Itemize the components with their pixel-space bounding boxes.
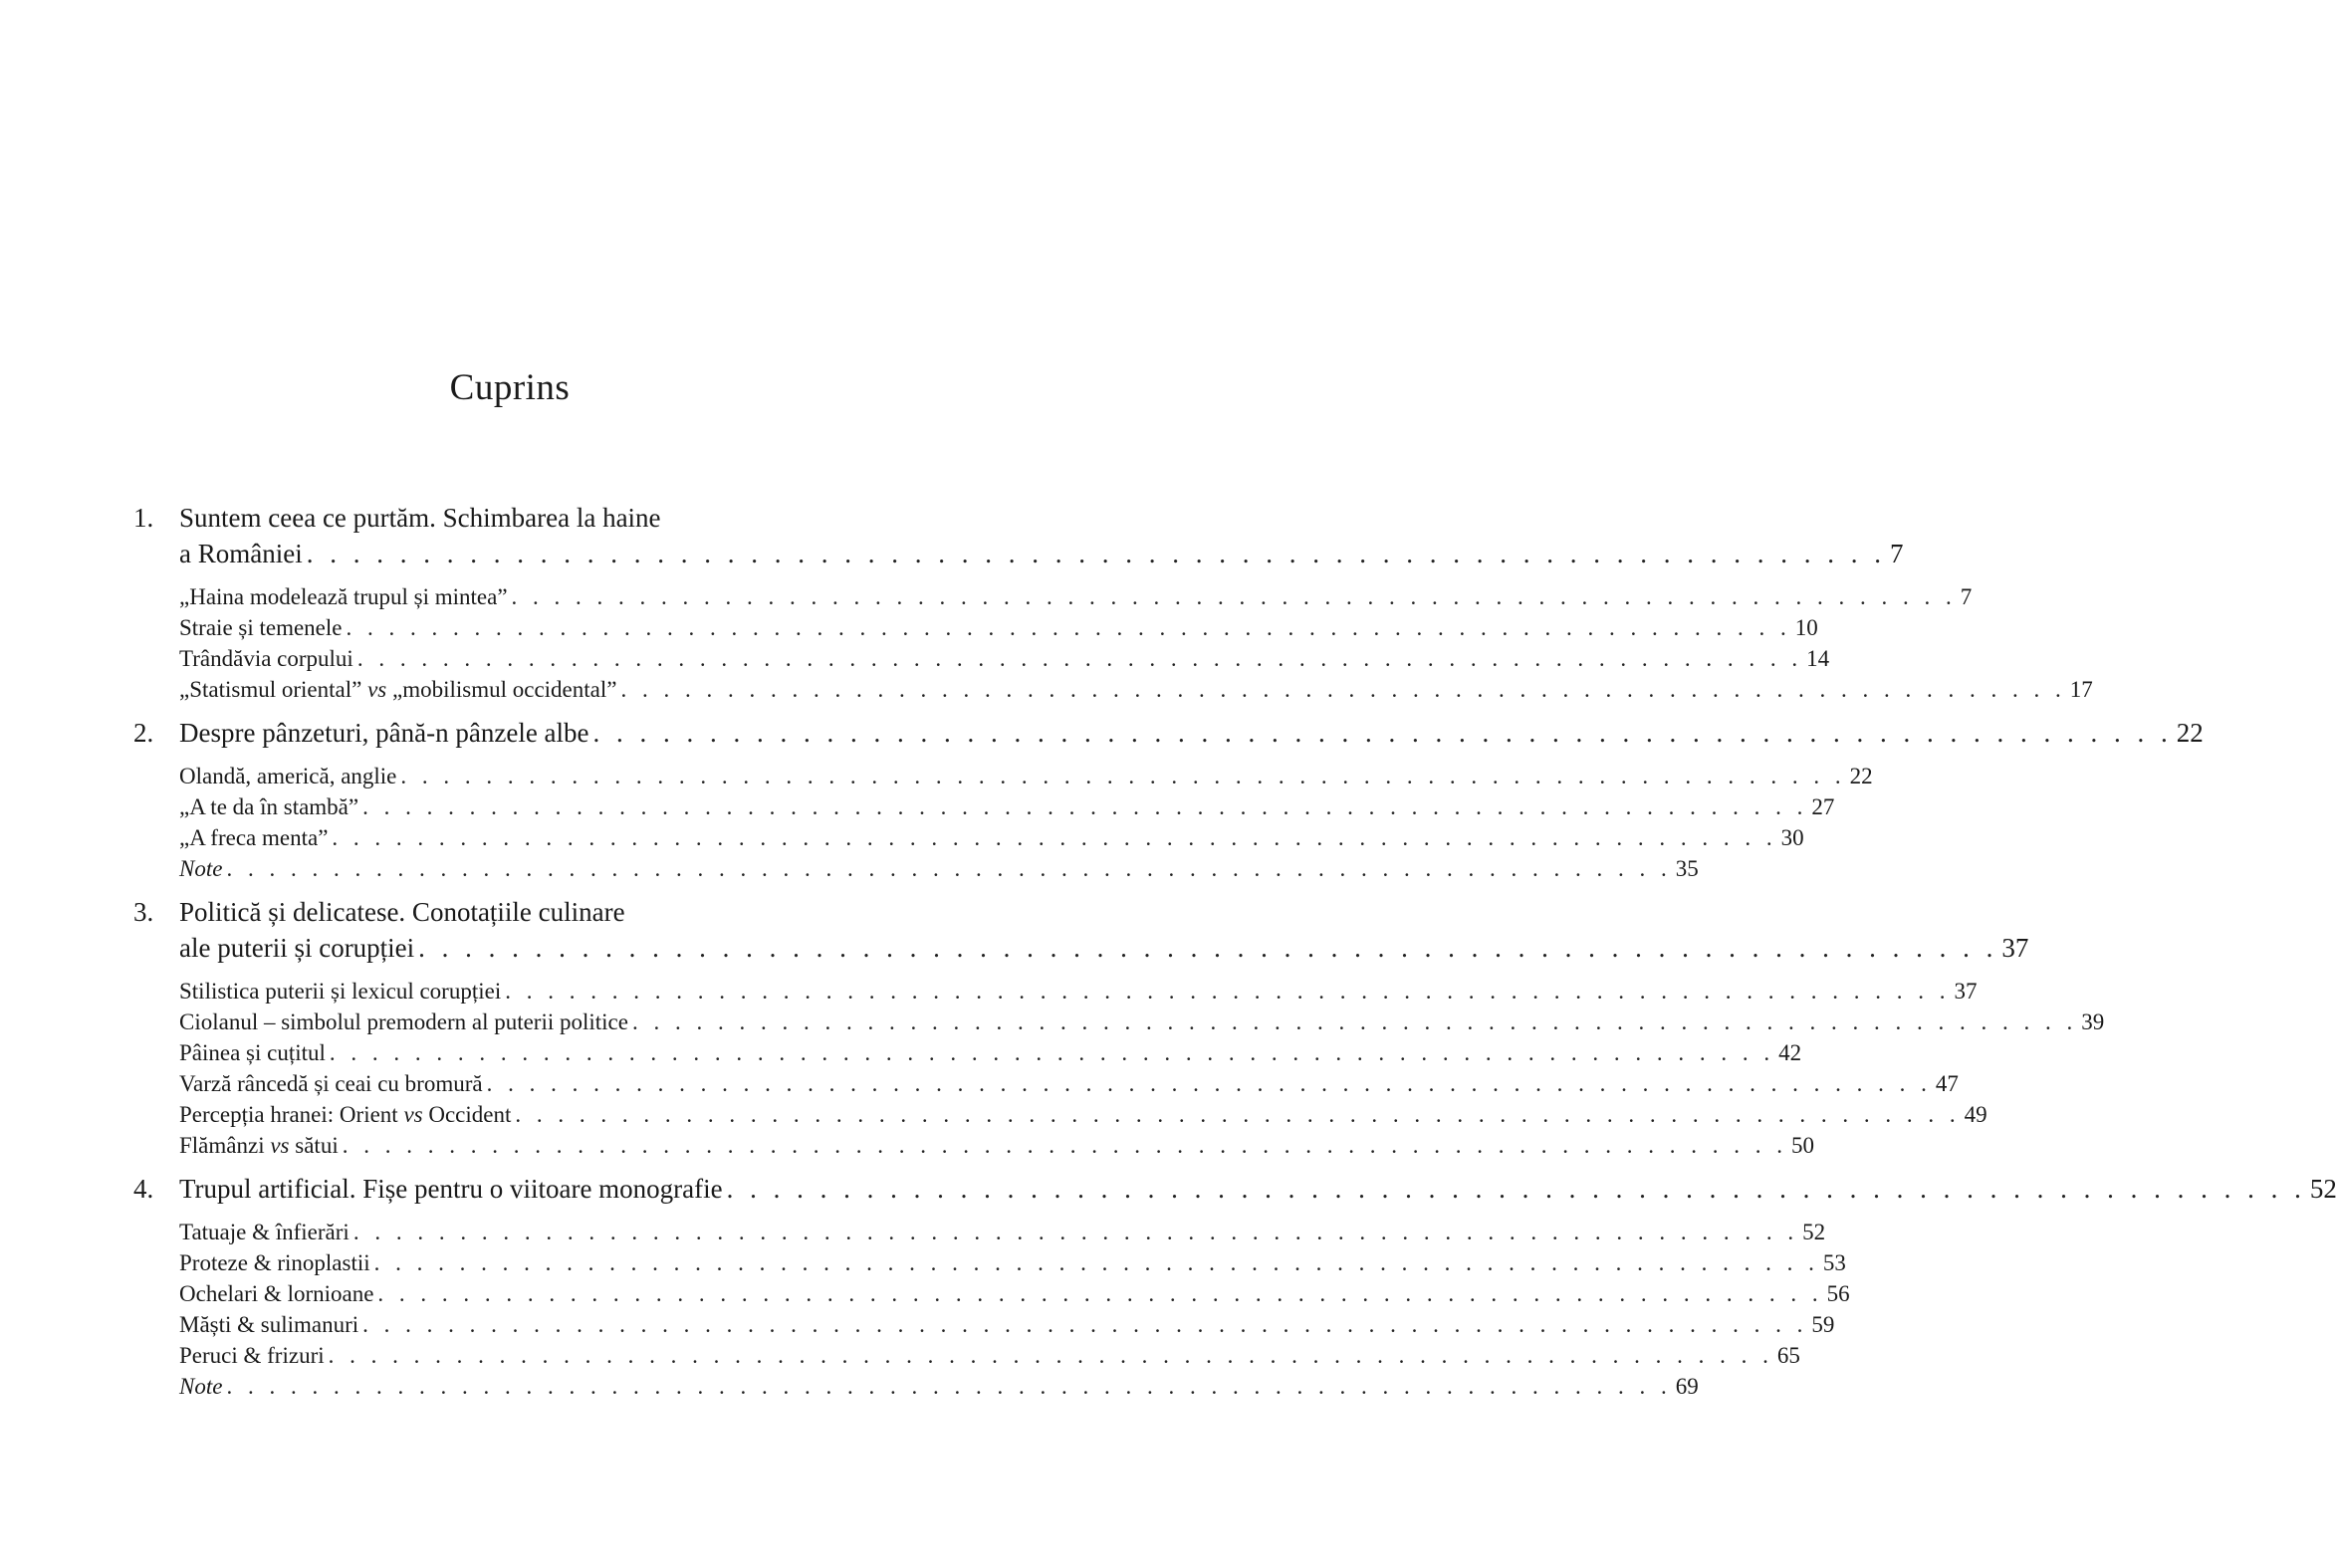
- chapter-title-line: Despre pânzeturi, până-n pânzele albe: [179, 718, 589, 748]
- page-number: 7: [1889, 539, 1904, 568]
- toc-entry[interactable]: [179, 761, 1873, 791]
- toc-entry[interactable]: [179, 1099, 1987, 1130]
- dot-leader: . . . . . . . . . . . . . . . . . . . . . . . . . . . . . . . . . . . . . . . . . . . . . . . . . . . . . . . . . . . . . . . . . . . .: [592, 718, 2173, 748]
- toc-entry[interactable]: [179, 822, 1804, 853]
- toc-entry[interactable]: [179, 612, 1818, 643]
- toc-entry[interactable]: [179, 853, 1699, 884]
- page-number: 22: [1849, 764, 1873, 788]
- page-number: 65: [1776, 1343, 1800, 1368]
- section-title: Note: [179, 856, 223, 881]
- dot-leader: . . . . . . . . . . . . . . . . . . . . . . . . . . . . . . . . . . . . . . . . . . . . . . . . . . . . . . . . . . . . . . . . . . . .: [373, 1250, 1819, 1275]
- page-number: 52: [2309, 1174, 2337, 1204]
- dot-leader: . . . . . . . . . . . . . . . . . . . . . . . . . . . . . . . . . . . . . . . . . . . . . . . . . . . . . . . . . . . . . . . . . . . .: [362, 1312, 1808, 1337]
- chapter-number: 4.: [133, 1174, 154, 1204]
- chapter-number: 3.: [133, 897, 154, 927]
- chapter-title-line: a României: [179, 539, 303, 568]
- dot-leader: . . . . . . . . . . . . . . . . . . . . . . . . . . . . . . . . . . . . . . . . . . . . . . . . . . . . . . . . . . . . . . . . . . . .: [631, 1009, 2078, 1034]
- page-number: 52: [1802, 1220, 1826, 1244]
- page-number: 14: [1806, 646, 1830, 671]
- dot-leader: . . . . . . . . . . . . . . . . . . . . . . . . . . . . . . . . . . . . . . . . . . . . . . . . . . . . . . . . . . . . . . . . . . . .: [486, 1071, 1932, 1096]
- section-title: „A te da în stambă”: [179, 794, 359, 819]
- page-number: 35: [1675, 856, 1699, 881]
- toc-entry[interactable]: [179, 1068, 1959, 1099]
- dot-leader: . . . . . . . . . . . . . . . . . . . . . . . . . . . . . . . . . . . . . . . . . . . . . . . . . . . . . . . . . . . . . . . . . . . .: [329, 1040, 1775, 1065]
- toc-entry[interactable]: [179, 715, 2204, 751]
- dot-leader: . . . . . . . . . . . . . . . . . . . . . . . . . . . . . . . . . . . . . . . . . . . . . . . . . . . . . . . . . . . . . . . . . . . .: [346, 615, 1791, 640]
- dot-leader: . . . . . . . . . . . . . . . . . . . . . . . . . . . . . . . . . . . . . . . . . . . . . . . . . . . . . . . . . . . . . . . . . . . .: [620, 677, 2066, 702]
- toc-entry[interactable]: [179, 1217, 1826, 1247]
- toc-entry[interactable]: [179, 1340, 1800, 1371]
- dot-leader: . . . . . . . . . . . . . . . . . . . . . . . . . . . . . . . . . . . . . . . . . . . . . . . . . . . . . . . . . . . . . . . . . . . .: [377, 1281, 1823, 1306]
- section-title: Stilistica puterii și lexicul corupției: [179, 979, 502, 1004]
- section-title: Proteze & rinoplastii: [179, 1250, 370, 1275]
- page-number: 7: [1960, 584, 1973, 609]
- dot-leader: . . . . . . . . . . . . . . . . . . . . . . . . . . . . . . . . . . . . . . . . . . . . . . . . . . . . . . . . . . . . . . . . . . . .: [342, 1133, 1787, 1158]
- section-title: Pâinea și cuțitul: [179, 1040, 326, 1065]
- page-number: 17: [2069, 677, 2093, 702]
- chapter-4: [133, 1171, 2337, 1207]
- table-of-contents: [133, 500, 2337, 1402]
- section-list: [179, 1217, 1850, 1402]
- toc-entry[interactable]: [179, 1309, 1835, 1340]
- toc-entry[interactable]: [179, 581, 1973, 612]
- section-list: [179, 581, 2093, 705]
- section-title: Percepția hranei: Orient vs Occident: [179, 1102, 512, 1127]
- dot-leader: . . . . . . . . . . . . . . . . . . . . . . . . . . . . . . . . . . . . . . . . . . . . . . . . . . . . . . . . . . . . . . . . . . . .: [418, 933, 1998, 963]
- dot-leader: . . . . . . . . . . . . . . . . . . . . . . . . . . . . . . . . . . . . . . . . . . . . . . . . . . . . . . . . . . . . . . . . . . . .: [515, 1102, 1961, 1127]
- section-title: „A freca menta”: [179, 825, 329, 850]
- chapter-title-line: Politică și delicatese. Conotațiile culinare: [179, 897, 625, 927]
- section-list: [179, 761, 1873, 884]
- section-title: Flămânzi vs sătui: [179, 1133, 339, 1158]
- section-title: Note: [179, 1374, 223, 1399]
- section-title: Varză râncedă și ceai cu bromură: [179, 1071, 483, 1096]
- section-title: Măști & sulimanuri: [179, 1312, 359, 1337]
- dot-leader: . . . . . . . . . . . . . . . . . . . . . . . . . . . . . . . . . . . . . . . . . . . . . . . . . . . . . . . . . . . . . . . . . . . .: [226, 1374, 1672, 1399]
- dot-leader: . . . . . . . . . . . . . . . . . . . . . . . . . . . . . . . . . . . . . . . . . . . . . . . . . . . . . . . . . . . . . . . . . . . .: [505, 979, 1951, 1004]
- chapter-number: 1.: [133, 503, 154, 533]
- dot-leader: . . . . . . . . . . . . . . . . . . . . . . . . . . . . . . . . . . . . . . . . . . . . . . . . . . . . . . . . . . . . . . . . . . . .: [726, 1174, 2306, 1204]
- page-number: 50: [1790, 1133, 1814, 1158]
- page-number: 30: [1780, 825, 1804, 850]
- dot-leader: . . . . . . . . . . . . . . . . . . . . . . . . . . . . . . . . . . . . . . . . . . . . . . . . . . . . . . . . . . . . . . . . . . . .: [356, 646, 1803, 671]
- page-number: 37: [2001, 933, 2029, 963]
- toc-entry[interactable]: [179, 1037, 1802, 1068]
- toc-entry[interactable]: [179, 1278, 1850, 1309]
- section-title: Trândăvia corpului: [179, 646, 353, 671]
- page-title: Cuprins: [449, 367, 571, 408]
- dot-leader: . . . . . . . . . . . . . . . . . . . . . . . . . . . . . . . . . . . . . . . . . . . . . . . . . . . . . . . . . . . . . . . . . . . .: [332, 825, 1777, 850]
- chapter-title-line: ale puterii și corupției: [179, 933, 415, 963]
- page-number: 10: [1794, 615, 1818, 640]
- toc-entry[interactable]: [179, 930, 2029, 966]
- toc-entry[interactable]: [179, 976, 1978, 1007]
- toc-entry[interactable]: [179, 1130, 1814, 1161]
- dot-leader: . . . . . . . . . . . . . . . . . . . . . . . . . . . . . . . . . . . . . . . . . . . . . . . . . . . . . . . . . . . . . . . . . . . .: [306, 539, 1886, 568]
- section-list: [179, 976, 2105, 1161]
- chapter-2: [133, 715, 2204, 751]
- page-number: 22: [2176, 718, 2204, 748]
- section-title: Peruci & frizuri: [179, 1343, 325, 1368]
- page-number: 37: [1954, 979, 1978, 1004]
- page-number: 47: [1935, 1071, 1959, 1096]
- toc-entry[interactable]: [179, 1247, 1846, 1278]
- section-title: „Haina modelează trupul și mintea”: [179, 584, 508, 609]
- toc-entry[interactable]: [179, 1007, 2105, 1037]
- chapter-3: [133, 894, 2029, 966]
- page-number: 49: [1964, 1102, 1987, 1127]
- section-title: „Statismul oriental” vs „mobilismul occidental”: [179, 677, 617, 702]
- page-number: 27: [1811, 794, 1835, 819]
- dot-leader: . . . . . . . . . . . . . . . . . . . . . . . . . . . . . . . . . . . . . . . . . . . . . . . . . . . . . . . . . . . . . . . . . . . .: [226, 856, 1672, 881]
- section-title: Ochelari & lornioane: [179, 1281, 374, 1306]
- section-title: Ciolanul – simbolul premodern al puterii politice: [179, 1009, 628, 1034]
- section-title: Olandă, americă, anglie: [179, 764, 397, 788]
- dot-leader: . . . . . . . . . . . . . . . . . . . . . . . . . . . . . . . . . . . . . . . . . . . . . . . . . . . . . . . . . . . . . . . . . . . .: [328, 1343, 1773, 1368]
- toc-entry[interactable]: [179, 643, 1830, 674]
- page-number: 69: [1675, 1374, 1699, 1399]
- page-number: 39: [2081, 1009, 2105, 1034]
- toc-entry[interactable]: [179, 1171, 2337, 1207]
- dot-leader: . . . . . . . . . . . . . . . . . . . . . . . . . . . . . . . . . . . . . . . . . . . . . . . . . . . . . . . . . . . . . . . . . . . .: [352, 1220, 1799, 1244]
- dot-leader: . . . . . . . . . . . . . . . . . . . . . . . . . . . . . . . . . . . . . . . . . . . . . . . . . . . . . . . . . . . . . . . . . . . .: [400, 764, 1846, 788]
- chapter-number: 2.: [133, 718, 154, 748]
- page-number: 56: [1826, 1281, 1850, 1306]
- page-number: 53: [1822, 1250, 1846, 1275]
- toc-entry[interactable]: [179, 1371, 1699, 1402]
- chapter-title-line: Suntem ceea ce purtăm. Schimbarea la haine: [179, 503, 661, 533]
- chapter-1: [133, 500, 1904, 571]
- toc-entry[interactable]: [179, 791, 1835, 822]
- dot-leader: . . . . . . . . . . . . . . . . . . . . . . . . . . . . . . . . . . . . . . . . . . . . . . . . . . . . . . . . . . . . . . . . . . . .: [511, 584, 1957, 609]
- page-number: 59: [1811, 1312, 1835, 1337]
- chapter-title-line: Trupul artificial. Fișe pentru o viitoare monografie: [179, 1174, 723, 1204]
- dot-leader: . . . . . . . . . . . . . . . . . . . . . . . . . . . . . . . . . . . . . . . . . . . . . . . . . . . . . . . . . . . . . . . . . . . .: [362, 794, 1808, 819]
- page-number: 42: [1778, 1040, 1802, 1065]
- toc-entry[interactable]: [179, 674, 2093, 705]
- toc-entry[interactable]: [179, 536, 1904, 571]
- section-title: Straie și temenele: [179, 615, 343, 640]
- section-title: Tatuaje & înfierări: [179, 1220, 350, 1244]
